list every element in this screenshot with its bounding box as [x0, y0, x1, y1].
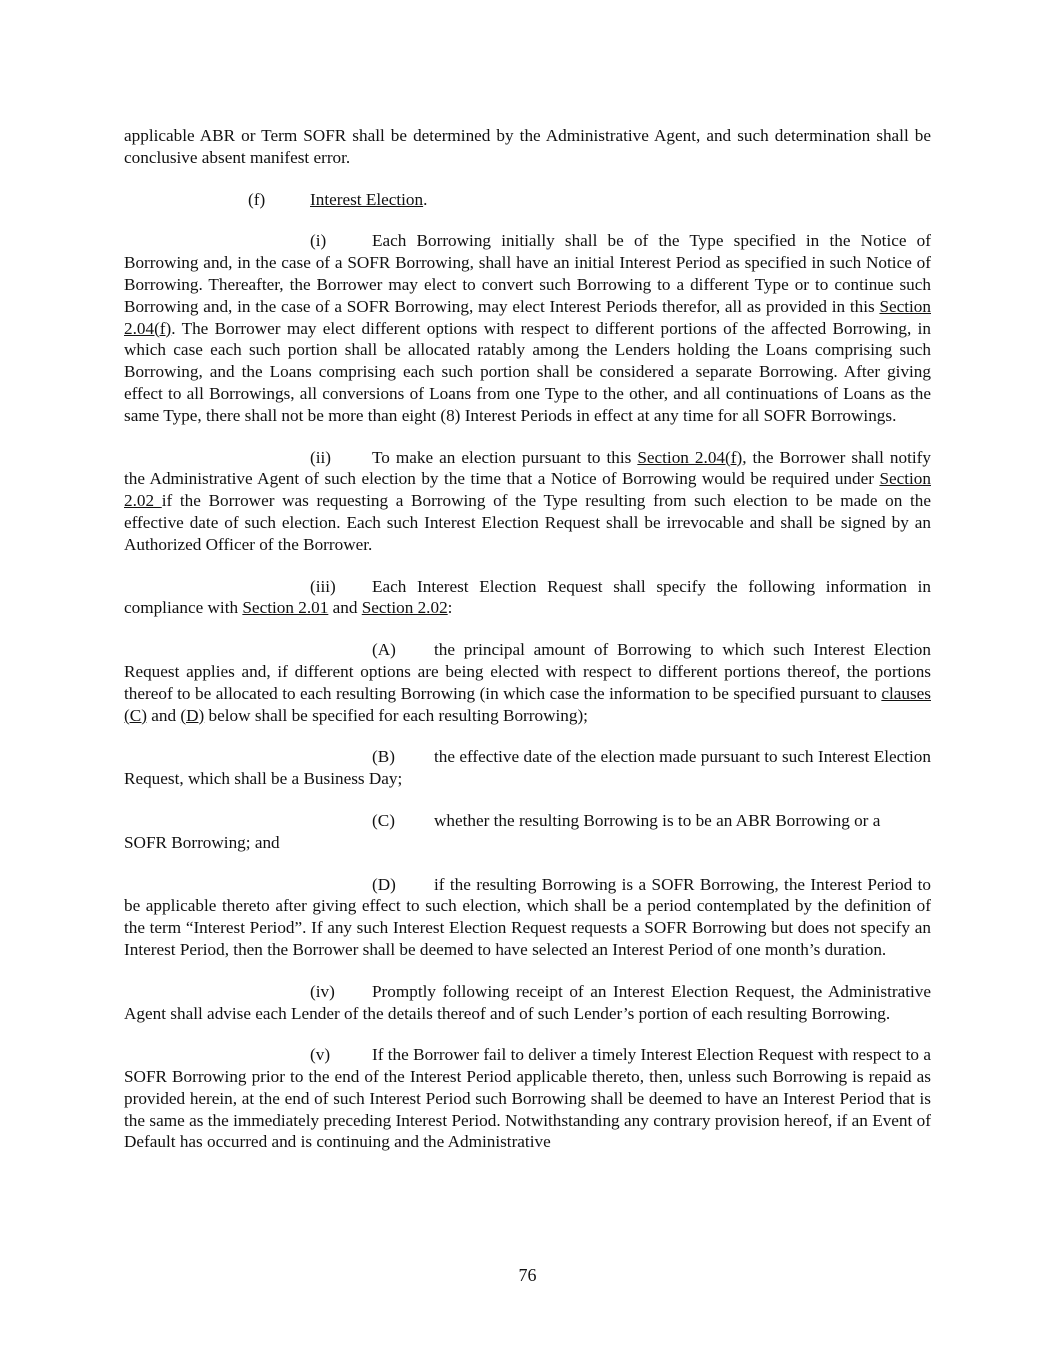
- section-f-number: (f): [248, 189, 266, 209]
- paragraph-B: [124, 746, 931, 790]
- paragraph-C-continuation-text: SOFR Borrowing; and: [124, 832, 280, 852]
- paragraph-C-continuation: [124, 832, 931, 854]
- paragraph-A-clause-ref-1: clauses (C): [124, 683, 931, 725]
- paragraph-A-text-2: and: [146, 705, 181, 725]
- paragraph-ii: [124, 447, 931, 556]
- paragraph-v-number: (v): [310, 1045, 331, 1065]
- paragraph-iv: [124, 981, 931, 1025]
- paragraph-C: [124, 810, 931, 832]
- paragraph-A-text-1: the principal amount of Borrowing to which such Interest Election Request applies and, if different options are being elected with respect to different portions thereof, the portions thereof to be allocated to each resulting Borrowing (in which case the information to be specified pursuant to: [124, 640, 931, 703]
- paragraph-ii-text-3: if the Borrower was requesting a Borrowing of the Type resulting from such election to be made on the effective date of such election. Each such Interest Election Request shall be irrevocable and shall be signed by an Authorized Officer of the Borrower.: [124, 491, 931, 554]
- paragraph-iii-number: (iii): [310, 576, 336, 596]
- paragraph-A: [124, 639, 931, 726]
- paragraph-D-text: if the resulting Borrowing is a SOFR Borrowing, the Interest Period to be applicable thereto after giving effect to such election, which shall be a period contemplated by the definition of the term “Interest Period”. If any such Interest Election Request requests a SOFR Borrowing but does not specify an Interest Period, then the Borrower shall be deemed to have selected an Interest Period of one month’s duration.: [124, 874, 931, 959]
- paragraph-iii-section-ref-2: Section 2.02: [361, 598, 448, 618]
- paragraph-i-number: (i): [310, 231, 327, 251]
- paragraph-ii-text-2: , the Borrower shall notify the Administrative Agent of such election by the time that a Notice of Borrowing would be required under: [124, 447, 931, 489]
- paragraph-iii: [124, 576, 931, 620]
- paragraph-v: [124, 1044, 931, 1153]
- paragraph-iv-number: (iv): [310, 981, 335, 1001]
- paragraph-C-text: whether the resulting Borrowing is to be an ABR Borrowing or a: [434, 810, 881, 830]
- paragraph-ii-section-ref-1: Section 2.04(f): [637, 447, 743, 467]
- paragraph-ii-number: (ii): [310, 447, 331, 467]
- paragraph-B-number: (B): [372, 747, 395, 767]
- paragraph-iii-section-ref-1: Section 2.01: [242, 598, 329, 618]
- paragraph-D-number: (D): [372, 874, 396, 894]
- page-number: 76: [518, 1265, 537, 1285]
- intro-paragraph: [124, 125, 931, 169]
- paragraph-i-section-ref: Section 2.04(f): [124, 296, 931, 338]
- section-f-title: Interest Election: [310, 189, 424, 209]
- paragraph-i-text-2: . The Borrower may elect different options with respect to different portions of the affected Borrowing, in which case each such portion shall be allocated ratably among the Lenders holding the Loans comprising such Borrowing, and the Loans comprising each such portion shall be considered a separate Borrowing. After giving effect to all Borrowings, all conversions of Loans from one Type to the other, and all continuations of Loans as the same Type, there shall not be more than eight (8) Interest Periods in effect at any time for all SOFR Borrowings.: [124, 318, 931, 425]
- paragraph-B-text: the effective date of the election made pursuant to such Interest Election Request, which shall be a Business Day;: [124, 747, 931, 789]
- paragraph-A-clause-ref-2: (D): [180, 705, 205, 725]
- paragraph-D: [124, 874, 931, 961]
- paragraph-ii-text-1: To make an election pursuant to this: [372, 447, 638, 467]
- section-f-heading: [124, 189, 931, 211]
- paragraph-A-text-3: below shall be specified for each resulting Borrowing);: [204, 705, 588, 725]
- paragraph-iii-text-1: Each Interest Election Request shall specify the following information in compliance with: [124, 576, 931, 618]
- document-page: [124, 125, 931, 1153]
- paragraph-v-text: If the Borrower fail to deliver a timely Interest Election Request with respect to a SOFR Borrowing prior to the end of the Interest Period applicable thereto, then, unless such Borrowing is repaid as provided herein, at the end of such Interest Period such Borrowing shall be deemed to have an Interest Period that is the same as the immediately preceding Interest Period. Notwithstanding any contrary provision hereof, if an Event of Default has occurred and is continuing and the Administrative: [124, 1045, 931, 1152]
- paragraph-ii-section-ref-2: Section 2.02: [124, 469, 931, 511]
- section-f-title-end: .: [423, 189, 428, 209]
- paragraph-i: [124, 230, 931, 426]
- paragraph-i-text-1: Each Borrowing initially shall be of the Type specified in the Notice of Borrowing and, in the case of a SOFR Borrowing, shall have an initial Interest Period as specified in such Notice of Borrowing. Thereafter, the Borrower may elect to convert such Borrowing to a different Type or to continue such Borrowing and, in the case of a SOFR Borrowing, may elect Interest Periods therefor, all as provided in this: [124, 231, 931, 316]
- paragraph-iii-text-3: :: [447, 598, 453, 618]
- paragraph-A-number: (A): [372, 640, 396, 660]
- intro-text: applicable ABR or Term SOFR shall be determined by the Administrative Agent, and such determination shall be conclusive absent manifest error.: [124, 126, 931, 167]
- paragraph-iii-text-2: and: [328, 598, 362, 618]
- paragraph-iv-text: Promptly following receipt of an Interest Election Request, the Administrative Agent shall advise each Lender of the details thereof and of such Lender’s portion of each resulting Borrowing.: [124, 981, 931, 1023]
- paragraph-C-number: (C): [372, 810, 395, 830]
